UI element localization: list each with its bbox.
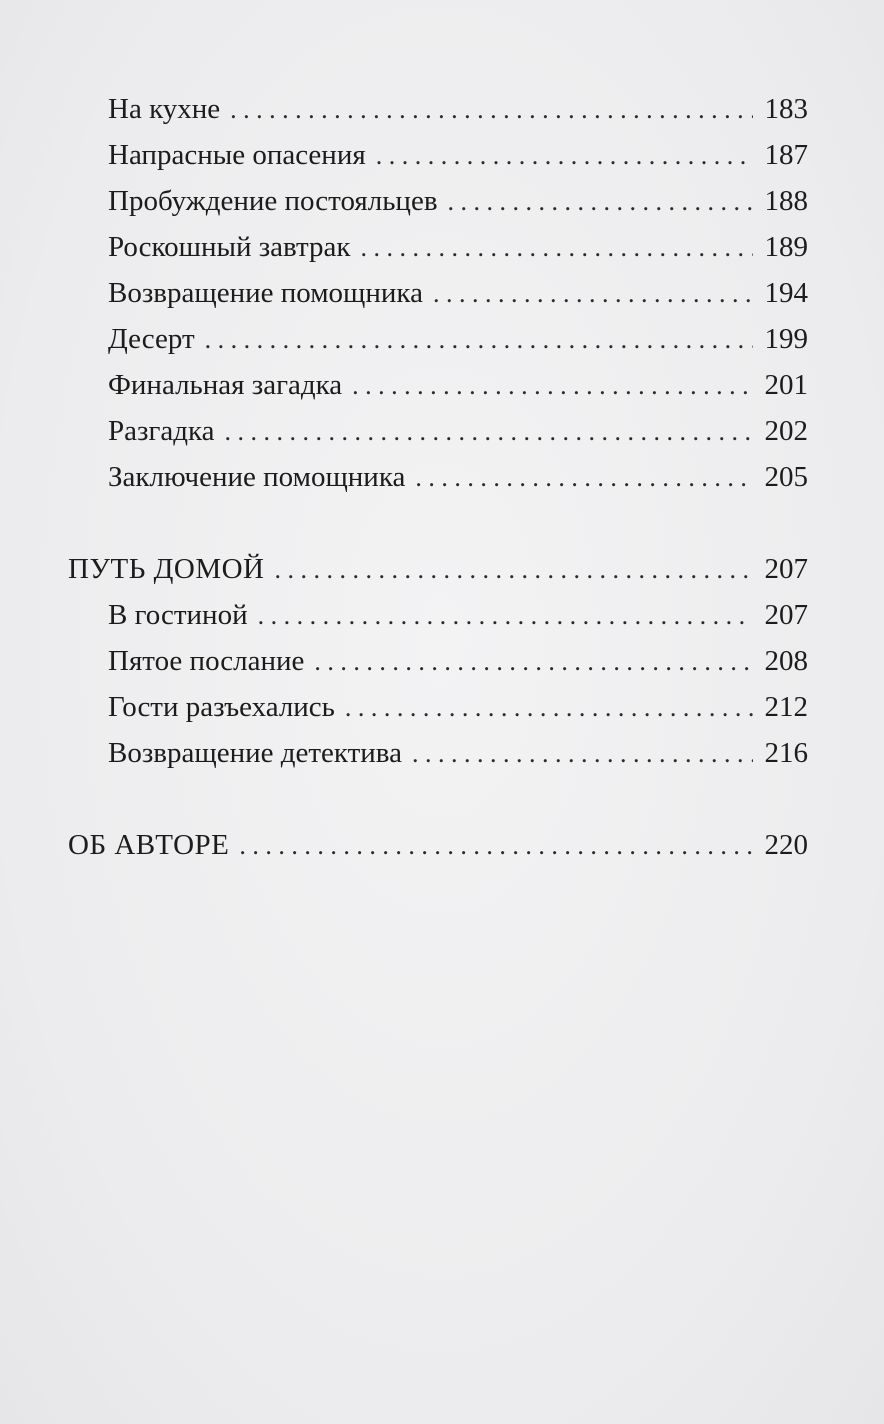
dot-leader [352, 363, 752, 409]
toc-entry [68, 86, 808, 132]
dot-leader [275, 547, 753, 593]
toc-entry [68, 408, 808, 454]
toc-section [68, 822, 808, 868]
toc-section-page: 207 [764, 553, 808, 585]
toc-entry [68, 132, 808, 178]
toc-entry-page: 183 [764, 93, 808, 125]
toc-entry-title: Возвращение помощника [108, 277, 423, 309]
toc-section-title: ПУТЬ ДОМОЙ [68, 553, 265, 585]
toc-entry-page: 188 [764, 185, 808, 217]
toc-entry-title: Разгадка [108, 415, 215, 447]
dot-leader [361, 225, 753, 271]
toc-entry-page: 199 [764, 323, 808, 355]
dot-leader [448, 179, 753, 225]
section-gap [68, 500, 808, 546]
toc-entry-page: 207 [764, 599, 808, 631]
dot-leader [230, 87, 752, 133]
toc-entry [68, 730, 808, 776]
toc-entry-title: На кухне [108, 93, 221, 125]
toc-entry-page: 216 [764, 737, 808, 769]
toc-entry [68, 178, 808, 224]
toc-entry [68, 316, 808, 362]
toc-entry-title: Десерт [108, 323, 195, 355]
toc-entry-page: 202 [764, 415, 808, 447]
toc-entry-title: Заключение помощника [108, 461, 406, 493]
toc-entry-title: Пятое послание [108, 645, 305, 677]
toc-section-page: 220 [764, 829, 808, 861]
toc-entry-page: 189 [764, 231, 808, 263]
toc-entry-page: 205 [764, 461, 808, 493]
table-of-contents [68, 86, 808, 868]
toc-entry-title: Пробуждение постояльцев [108, 185, 438, 217]
section-gap [68, 776, 808, 822]
toc-entry-page: 208 [764, 645, 808, 677]
toc-entry-title: В гостиной [108, 599, 248, 631]
dot-leader [376, 133, 753, 179]
toc-entry-title: Гости разъехались [108, 691, 335, 723]
toc-entry-title: Роскошный завтрак [108, 231, 351, 263]
dot-leader [258, 593, 753, 639]
toc-entry [68, 684, 808, 730]
toc-entry [68, 362, 808, 408]
toc-entry-page: 212 [764, 691, 808, 723]
toc-entry [68, 638, 808, 684]
dot-leader [205, 317, 753, 363]
toc-entry-title: Возвращение детектива [108, 737, 402, 769]
toc-entry [68, 224, 808, 270]
toc-entry-title: Финальная загадка [108, 369, 343, 401]
dot-leader [345, 685, 753, 731]
toc-entry-page: 187 [764, 139, 808, 171]
toc-entry-title: Напрасные опасения [108, 139, 366, 171]
toc-section [68, 546, 808, 592]
toc-section-title: ОБ АВТОРЕ [68, 829, 230, 861]
dot-leader [415, 455, 752, 501]
toc-entry [68, 454, 808, 500]
dot-leader [433, 271, 753, 317]
dot-leader [225, 409, 753, 455]
toc-entry [68, 592, 808, 638]
toc-entry-page: 201 [764, 369, 808, 401]
toc-entry-page: 194 [764, 277, 808, 309]
dot-leader [412, 731, 753, 777]
toc-entry [68, 270, 808, 316]
dot-leader [314, 639, 752, 685]
dot-leader [239, 823, 752, 869]
